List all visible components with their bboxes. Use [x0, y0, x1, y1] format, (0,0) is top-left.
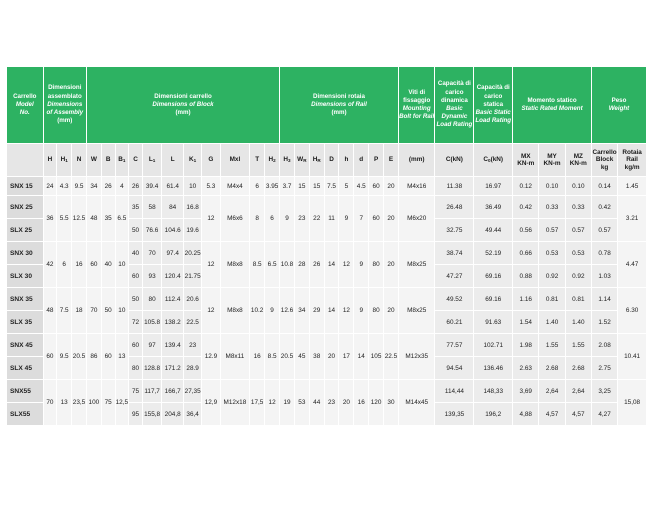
cell-H1: 5.5 — [57, 196, 72, 242]
cell-H3: 12.6 — [280, 288, 295, 334]
cell-MX: 0.42 — [513, 196, 539, 219]
cell-H3: 9 — [280, 196, 295, 242]
cell-MZ: 1.55 — [565, 334, 591, 357]
cell-MZ: 1.40 — [565, 311, 591, 334]
cell-MX: 1.54 — [513, 311, 539, 334]
cell-MY: 4,57 — [539, 403, 565, 426]
cell-N: 9.5 — [72, 177, 87, 196]
table-row — [7, 196, 647, 219]
cell-h: 12 — [339, 242, 354, 288]
cell-E: 20 — [384, 242, 399, 288]
cell-T: 6 — [250, 177, 265, 196]
cell-MX: 0.88 — [513, 265, 539, 288]
static-load-header: Capacità di carico statica Basic Static Load Rating — [474, 67, 513, 144]
cell-rail-kg: 4.47 — [618, 242, 647, 288]
cell-MZ: 0.53 — [565, 242, 591, 265]
cell-E: 22.5 — [384, 334, 399, 380]
cell-K1: 16.8 — [184, 196, 202, 219]
cell-block_kg: 1.52 — [591, 311, 617, 334]
cell-P: 80 — [369, 288, 384, 334]
col-H2: $H_2$ — [265, 144, 280, 177]
col-rail-weight: Rotaia Rail kg/m — [618, 144, 647, 177]
bolt-header: Viti di fissaggio Mounting Bolt for Rail — [398, 67, 435, 144]
model-cell: SLX 30 — [7, 265, 44, 288]
model-cell: SNX 30 — [7, 242, 44, 265]
cell-H: 42 — [43, 242, 57, 288]
cell-C: 50 — [129, 219, 143, 242]
cell-B: 26 — [101, 177, 115, 196]
cell-K1: 27,35 — [184, 380, 202, 403]
cell-C0_kN: 91.63 — [474, 311, 513, 334]
cell-HR: 29 — [309, 288, 324, 334]
cell-block_kg: 3,25 — [591, 380, 617, 403]
cell-C0_kN: 52.19 — [474, 242, 513, 265]
cell-H2: 6.5 — [265, 242, 280, 288]
cell-MX: 4,88 — [513, 403, 539, 426]
cell-E: 30 — [384, 380, 399, 426]
cell-B: 75 — [101, 380, 115, 426]
col-H3: $H_3$ — [280, 144, 295, 177]
cell-C0_kN: 69.16 — [474, 265, 513, 288]
cell-B1: 6.5 — [115, 196, 129, 242]
cell-P: 120 — [369, 380, 384, 426]
col-MZ: MZ KN-m — [565, 144, 591, 177]
cell-C_kN: 49.52 — [435, 288, 474, 311]
cell-C_kN: 60.21 — [435, 311, 474, 334]
cell-H2: 3.95 — [265, 177, 280, 196]
cell-MX: 2.63 — [513, 357, 539, 380]
cell-MZ: 0.81 — [565, 288, 591, 311]
cell-W: 34 — [86, 177, 101, 196]
cell-C_kN: 32.75 — [435, 219, 474, 242]
weight-header: Peso Weight — [591, 67, 646, 144]
cell-L1: 39.4 — [142, 177, 161, 196]
cell-N: 18 — [72, 288, 87, 334]
col-T: T — [250, 144, 265, 177]
cell-N: 12.5 — [72, 196, 87, 242]
cell-rail-kg: 3.21 — [618, 196, 647, 242]
cell-L1: 155,8 — [142, 403, 161, 426]
col-B: B — [101, 144, 115, 177]
block-header: Dimensioni carrello Dimensions of Block (mm) — [86, 67, 279, 144]
cell-K1: 20.6 — [184, 288, 202, 311]
cell-block_kg: 2.75 — [591, 357, 617, 380]
cell-Mxl: M4x4 — [220, 177, 250, 196]
table-row — [7, 288, 647, 311]
cell-bolt: M6x20 — [398, 196, 435, 242]
cell-D: 23 — [324, 380, 339, 426]
cell-C0_kN: 36.49 — [474, 196, 513, 219]
cell-MZ: 0.57 — [565, 219, 591, 242]
cell-L: 120.4 — [162, 265, 184, 288]
cell-MZ: 2.68 — [565, 357, 591, 380]
cell-B: 50 — [101, 288, 115, 334]
cell-L: 112.4 — [162, 288, 184, 311]
cell-H: 24 — [43, 177, 57, 196]
cell-h: 20 — [339, 380, 354, 426]
cell-bolt: M8x25 — [398, 288, 435, 334]
col-H1: $H_1$ — [57, 144, 72, 177]
cell-L: 61.4 — [162, 177, 184, 196]
cell-Mxl: M8x11 — [220, 334, 250, 380]
cell-C_kN: 94.54 — [435, 357, 474, 380]
cell-W: 86 — [86, 334, 101, 380]
col-d: d — [354, 144, 369, 177]
cell-rail-kg: 1.45 — [618, 177, 647, 196]
spec-table — [6, 66, 647, 426]
cell-C0_kN: 49.44 — [474, 219, 513, 242]
cell-L1: 76.6 — [142, 219, 161, 242]
cell-bolt: M14x45 — [398, 380, 435, 426]
cell-D: 20 — [324, 334, 339, 380]
cell-HR: 22 — [309, 196, 324, 242]
cell-MY: 1.40 — [539, 311, 565, 334]
cell-L1: 128.8 — [142, 357, 161, 380]
cell-C0_kN: 136.46 — [474, 357, 513, 380]
model-cell: SLX 35 — [7, 311, 44, 334]
cell-E: 20 — [384, 177, 399, 196]
cell-MX: 3,69 — [513, 380, 539, 403]
cell-C0_kN: 148,33 — [474, 380, 513, 403]
cell-H: 48 — [43, 288, 57, 334]
cell-D: 11 — [324, 196, 339, 242]
cell-L1: 80 — [142, 288, 161, 311]
cell-block_kg: 0.78 — [591, 242, 617, 265]
model-cell: SNX 25 — [7, 196, 44, 219]
cell-L: 166,7 — [162, 380, 184, 403]
col-K1: $K_1$ — [184, 144, 202, 177]
cell-C_kN: 38.74 — [435, 242, 474, 265]
table-row — [7, 177, 647, 196]
cell-block_kg: 0.57 — [591, 219, 617, 242]
table-row — [7, 334, 647, 357]
cell-N: 16 — [72, 242, 87, 288]
cell-rail-kg: 10.41 — [618, 334, 647, 380]
cell-MY: 0.57 — [539, 219, 565, 242]
cell-H: 36 — [43, 196, 57, 242]
cell-H1: 6 — [57, 242, 72, 288]
cell-C: 60 — [129, 265, 143, 288]
cell-C: 35 — [129, 196, 143, 219]
cell-H3: 20.5 — [280, 334, 295, 380]
cell-h: 9 — [339, 196, 354, 242]
col-h: h — [339, 144, 354, 177]
cell-L1: 58 — [142, 196, 161, 219]
cell-H3: 19 — [280, 380, 295, 426]
col-MY: MY KN-m — [539, 144, 565, 177]
cell-MY: 1.55 — [539, 334, 565, 357]
cell-H1: 7.5 — [57, 288, 72, 334]
cell-K1: 23 — [184, 334, 202, 357]
cell-C_kN: 11.38 — [435, 177, 474, 196]
cell-block_kg: 4,27 — [591, 403, 617, 426]
cell-L1: 105.8 — [142, 311, 161, 334]
cell-Mxl: M8x8 — [220, 288, 250, 334]
cell-K1: 21.75 — [184, 265, 202, 288]
cell-W: 100 — [86, 380, 101, 426]
cell-MX: 0.12 — [513, 177, 539, 196]
cell-d: 9 — [354, 242, 369, 288]
subheader-row — [7, 144, 647, 177]
assembly-header: Dimensioni assemblato Dimensions of Assembly (mm) — [43, 67, 86, 144]
cell-d: 16 — [354, 380, 369, 426]
cell-rail-kg: 15,08 — [618, 380, 647, 426]
cell-D: 14 — [324, 288, 339, 334]
cell-h: 17 — [339, 334, 354, 380]
cell-T: 16 — [250, 334, 265, 380]
cell-MZ: 0.10 — [565, 177, 591, 196]
col-L1: $L_1$ — [142, 144, 161, 177]
cell-L: 84 — [162, 196, 184, 219]
cell-W: 48 — [86, 196, 101, 242]
cell-K1: 19.6 — [184, 219, 202, 242]
table-row — [7, 380, 647, 403]
cell-T: 10.2 — [250, 288, 265, 334]
cell-L1: 97 — [142, 334, 161, 357]
cell-C: 80 — [129, 357, 143, 380]
cell-MY: 0.81 — [539, 288, 565, 311]
col-G: G — [202, 144, 220, 177]
cell-L: 204,8 — [162, 403, 184, 426]
cell-C: 50 — [129, 288, 143, 311]
cell-K1: 22.5 — [184, 311, 202, 334]
cell-MZ: 2,64 — [565, 380, 591, 403]
header-row — [7, 67, 647, 144]
cell-d: 4.5 — [354, 177, 369, 196]
cell-P: 80 — [369, 242, 384, 288]
cell-block_kg: 2.08 — [591, 334, 617, 357]
cell-E: 20 — [384, 196, 399, 242]
cell-MY: 0.53 — [539, 242, 565, 265]
cell-B1: 10 — [115, 242, 129, 288]
cell-H: 70 — [43, 380, 57, 426]
cell-MX: 1.98 — [513, 334, 539, 357]
cell-MX: 0.66 — [513, 242, 539, 265]
cell-P: 60 — [369, 177, 384, 196]
cell-K1: 20.25 — [184, 242, 202, 265]
cell-C: 75 — [129, 380, 143, 403]
cell-D: 7.5 — [324, 177, 339, 196]
cell-L: 139.4 — [162, 334, 184, 357]
cell-H: 60 — [43, 334, 57, 380]
cell-L: 138.2 — [162, 311, 184, 334]
cell-L1: 117,7 — [142, 380, 161, 403]
cell-HR: 15 — [309, 177, 324, 196]
cell-H1: 13 — [57, 380, 72, 426]
col-MX: MX KN-m — [513, 144, 539, 177]
cell-C0_kN: 196,2 — [474, 403, 513, 426]
cell-WR: 15 — [294, 177, 309, 196]
cell-MY: 2.68 — [539, 357, 565, 380]
cell-block_kg: 0.14 — [591, 177, 617, 196]
cell-E: 20 — [384, 288, 399, 334]
cell-Mxl: M6x6 — [220, 196, 250, 242]
cell-K1: 10 — [184, 177, 202, 196]
cell-H2: 12 — [265, 380, 280, 426]
cell-H2: 8.5 — [265, 334, 280, 380]
model-cell: SNX 45 — [7, 334, 44, 357]
cell-MZ: 4,57 — [565, 403, 591, 426]
model-cell: SLX 25 — [7, 219, 44, 242]
cell-MX: 0.56 — [513, 219, 539, 242]
col-D: D — [324, 144, 339, 177]
cell-MZ: 0.33 — [565, 196, 591, 219]
cell-D: 14 — [324, 242, 339, 288]
cell-H2: 6 — [265, 196, 280, 242]
model-cell: SLX55 — [7, 403, 44, 426]
cell-C_kN: 26.48 — [435, 196, 474, 219]
cell-K1: 28.9 — [184, 357, 202, 380]
cell-MY: 0.33 — [539, 196, 565, 219]
cell-L1: 70 — [142, 242, 161, 265]
cell-bolt: M4x16 — [398, 177, 435, 196]
col-E: E — [384, 144, 399, 177]
col-H: H — [43, 144, 57, 177]
cell-W: 70 — [86, 288, 101, 334]
cell-L: 104.6 — [162, 219, 184, 242]
col-P: P — [369, 144, 384, 177]
cell-C_kN: 77.57 — [435, 334, 474, 357]
cell-Mxl: M8x8 — [220, 242, 250, 288]
cell-C: 72 — [129, 311, 143, 334]
cell-MY: 0.92 — [539, 265, 565, 288]
cell-rail-kg: 6.30 — [618, 288, 647, 334]
col-WR: $W_R$ — [294, 144, 309, 177]
col-L: L — [162, 144, 184, 177]
cell-T: 17,5 — [250, 380, 265, 426]
subheader-blank — [7, 144, 44, 177]
cell-h: 12 — [339, 288, 354, 334]
cell-WR: 23 — [294, 196, 309, 242]
col-W: W — [86, 144, 101, 177]
cell-block_kg: 0.42 — [591, 196, 617, 219]
col-block-weight: Carrello Block kg — [591, 144, 617, 177]
model-header: Carrello Model No. — [7, 67, 44, 144]
model-cell: SNX 15 — [7, 177, 44, 196]
cell-HR: 26 — [309, 242, 324, 288]
cell-d: 9 — [354, 288, 369, 334]
cell-h: 5 — [339, 177, 354, 196]
cell-L: 171.2 — [162, 357, 184, 380]
cell-C: 95 — [129, 403, 143, 426]
table-row — [7, 242, 647, 265]
cell-H1: 9.5 — [57, 334, 72, 380]
cell-C: 60 — [129, 334, 143, 357]
cell-G: 5.3 — [202, 177, 220, 196]
cell-T: 8.5 — [250, 242, 265, 288]
cell-H1: 4.3 — [57, 177, 72, 196]
cell-C0_kN: 69.16 — [474, 288, 513, 311]
model-cell: SLX 45 — [7, 357, 44, 380]
cell-C_kN: 114,44 — [435, 380, 474, 403]
cell-block_kg: 1.14 — [591, 288, 617, 311]
cell-B1: 12,5 — [115, 380, 129, 426]
col-bolt: (mm) — [398, 144, 435, 177]
col-C-kN: C(kN) — [435, 144, 474, 177]
cell-MY: 2,64 — [539, 380, 565, 403]
col-N: N — [72, 144, 87, 177]
cell-MZ: 0.92 — [565, 265, 591, 288]
cell-L1: 93 — [142, 265, 161, 288]
cell-MY: 0.10 — [539, 177, 565, 196]
cell-d: 7 — [354, 196, 369, 242]
cell-W: 60 — [86, 242, 101, 288]
cell-H3: 3.7 — [280, 177, 295, 196]
cell-WR: 28 — [294, 242, 309, 288]
cell-d: 14 — [354, 334, 369, 380]
cell-H2: 9 — [265, 288, 280, 334]
rail-header: Dimensioni rotaia Dimensions of Rail (mm) — [280, 67, 399, 144]
cell-G: 12 — [202, 242, 220, 288]
table-body — [7, 67, 647, 426]
cell-H3: 10.8 — [280, 242, 295, 288]
cell-bolt: M12x35 — [398, 334, 435, 380]
moment-header: Momento statico Static Rated Moment — [513, 67, 592, 144]
col-C: C — [129, 144, 143, 177]
cell-block_kg: 1.03 — [591, 265, 617, 288]
cell-bolt: M8x25 — [398, 242, 435, 288]
cell-WR: 45 — [294, 334, 309, 380]
cell-B1: 10 — [115, 288, 129, 334]
col-Mxl: Mxl — [220, 144, 250, 177]
cell-C: 26 — [129, 177, 143, 196]
cell-T: 8 — [250, 196, 265, 242]
cell-B: 60 — [101, 334, 115, 380]
cell-C_kN: 139,35 — [435, 403, 474, 426]
cell-C0_kN: 16.97 — [474, 177, 513, 196]
cell-G: 12 — [202, 288, 220, 334]
cell-B1: 13 — [115, 334, 129, 380]
col-HR: $H_R$ — [309, 144, 324, 177]
col-C0-kN: $C_0(kN)$ — [474, 144, 513, 177]
cell-L: 97.4 — [162, 242, 184, 265]
cell-HR: 38 — [309, 334, 324, 380]
cell-N: 23,5 — [72, 380, 87, 426]
cell-G: 12.9 — [202, 334, 220, 380]
cell-C: 40 — [129, 242, 143, 265]
cell-K1: 36,4 — [184, 403, 202, 426]
cell-C_kN: 47.27 — [435, 265, 474, 288]
col-B1: $B_1$ — [115, 144, 129, 177]
cell-C0_kN: 102.71 — [474, 334, 513, 357]
cell-HR: 44 — [309, 380, 324, 426]
model-cell: SNX 35 — [7, 288, 44, 311]
cell-Mxl: M12x18 — [220, 380, 250, 426]
cell-P: 60 — [369, 196, 384, 242]
model-cell: SNX55 — [7, 380, 44, 403]
cell-N: 20.5 — [72, 334, 87, 380]
cell-WR: 34 — [294, 288, 309, 334]
cell-B: 40 — [101, 242, 115, 288]
dynamic-load-header: Capacità di carico dinamica Basic Dynamic Load Rating — [435, 67, 474, 144]
cell-P: 105 — [369, 334, 384, 380]
cell-G: 12,9 — [202, 380, 220, 426]
cell-B1: 4 — [115, 177, 129, 196]
cell-MX: 1.16 — [513, 288, 539, 311]
cell-G: 12 — [202, 196, 220, 242]
cell-B: 35 — [101, 196, 115, 242]
cell-WR: 53 — [294, 380, 309, 426]
